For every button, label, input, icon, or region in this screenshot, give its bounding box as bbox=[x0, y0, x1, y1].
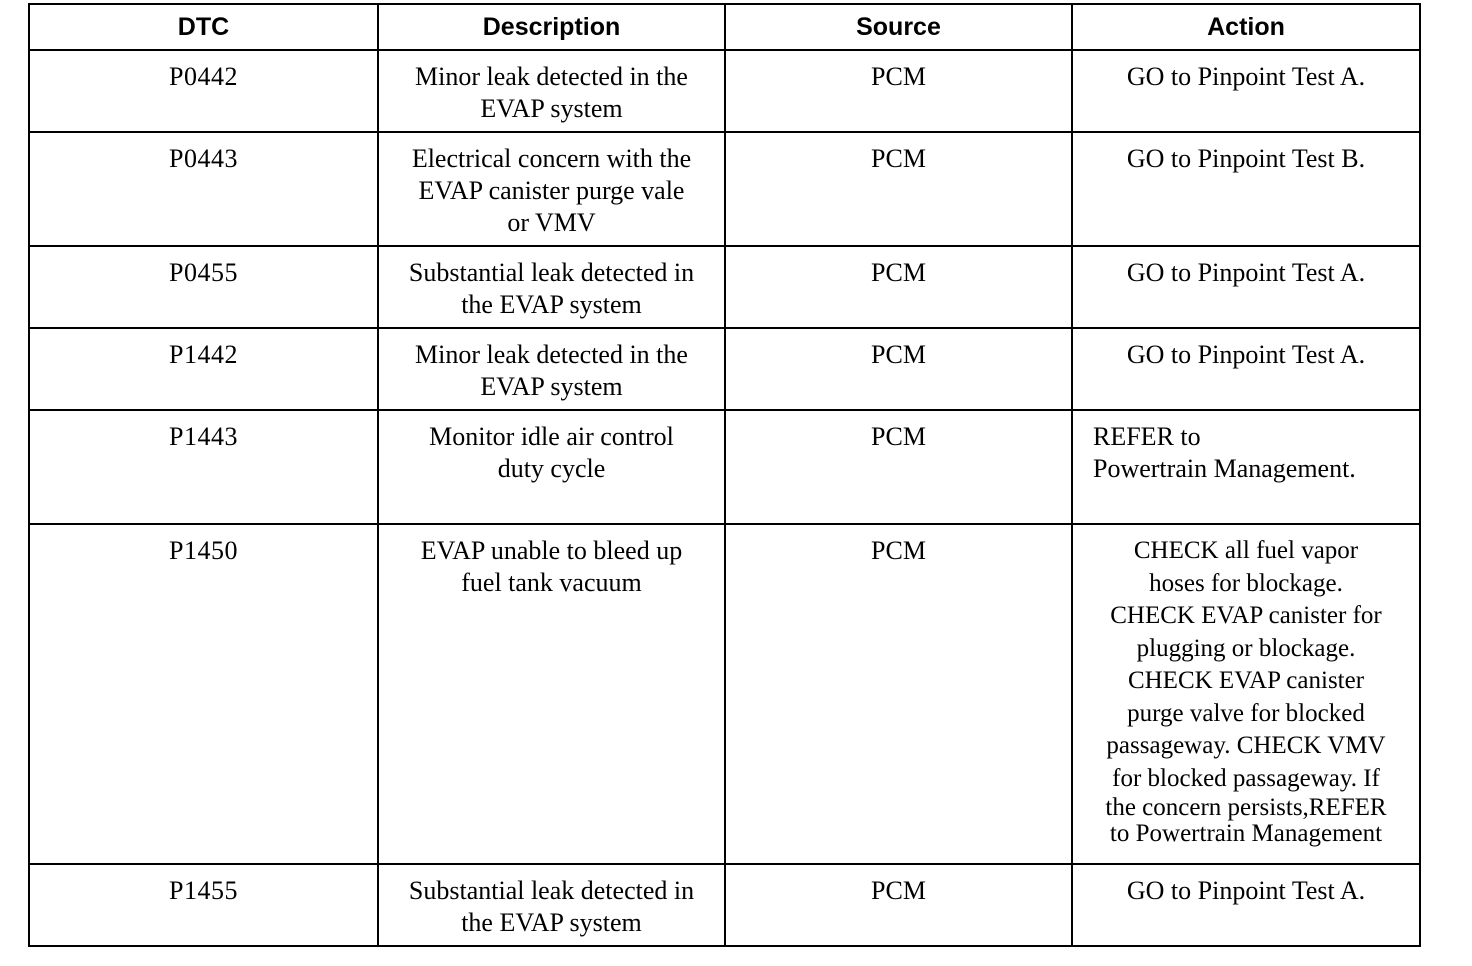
action-line: GO to Pinpoint Test A. bbox=[1126, 876, 1366, 905]
source-cell: PCM bbox=[725, 50, 1072, 132]
description-line: Substantial leak detected in bbox=[408, 876, 695, 905]
action-line: for blocked passageway. If bbox=[1112, 764, 1380, 792]
description-line: EVAP system bbox=[480, 94, 623, 123]
description-line: duty cycle bbox=[497, 454, 606, 483]
action-line: GO to Pinpoint Test A. bbox=[1126, 62, 1366, 91]
table-row bbox=[29, 524, 1420, 864]
description-line: EVAP unable to bleed up bbox=[420, 536, 683, 565]
source-cell: PCM bbox=[725, 864, 1072, 946]
description-line: Monitor idle air control bbox=[429, 422, 674, 451]
description-cell bbox=[378, 132, 725, 246]
description-cell bbox=[378, 524, 725, 864]
action-line: hoses for blockage. bbox=[1149, 569, 1343, 597]
description-cell bbox=[378, 246, 725, 328]
action-cell bbox=[1072, 246, 1420, 328]
action-cell bbox=[1072, 50, 1420, 132]
header-action: Action bbox=[1072, 4, 1420, 50]
source-cell: PCM bbox=[725, 410, 1072, 524]
description-cell bbox=[378, 50, 725, 132]
table-row bbox=[29, 328, 1420, 410]
description-line: Minor leak detected in the bbox=[415, 62, 688, 91]
dtc-code: P1450 bbox=[29, 524, 378, 864]
action-line: purge valve for blocked bbox=[1127, 699, 1365, 727]
action-line: REFER to bbox=[1093, 422, 1201, 451]
source-cell: PCM bbox=[725, 132, 1072, 246]
dtc-table bbox=[28, 3, 1421, 947]
action-line: GO to Pinpoint Test A. bbox=[1126, 258, 1366, 287]
description-cell bbox=[378, 328, 725, 410]
dtc-code: P1443 bbox=[29, 410, 378, 524]
table-row bbox=[29, 410, 1420, 524]
header-source: Source bbox=[725, 4, 1072, 50]
action-line: CHECK all fuel vapor bbox=[1133, 537, 1359, 564]
action-cell bbox=[1072, 864, 1420, 946]
description-line: EVAP canister purge vale bbox=[418, 176, 685, 205]
action-cell bbox=[1072, 132, 1420, 246]
action-line: the concern persists,REFER bbox=[1105, 794, 1387, 821]
action-line: Powertrain Management. bbox=[1093, 454, 1356, 483]
header-description: Description bbox=[378, 4, 725, 50]
action-line: CHECK EVAP canister bbox=[1127, 667, 1365, 694]
table-header bbox=[29, 4, 1420, 50]
description-line: fuel tank vacuum bbox=[461, 568, 642, 597]
description-line: Substantial leak detected in bbox=[408, 258, 695, 287]
description-line: Electrical concern with the bbox=[411, 144, 692, 173]
description-cell bbox=[378, 864, 725, 946]
action-line: to Powertrain Management bbox=[1109, 820, 1383, 847]
description-line: or VMV bbox=[507, 208, 596, 237]
action-cell bbox=[1072, 410, 1420, 524]
header-dtc: DTC bbox=[29, 4, 378, 50]
action-line: GO to Pinpoint Test B. bbox=[1126, 144, 1366, 173]
description-cell bbox=[378, 410, 725, 524]
table-row bbox=[29, 50, 1420, 132]
dtc-code: P0442 bbox=[29, 50, 378, 132]
action-cell bbox=[1072, 524, 1420, 864]
action-line: CHECK EVAP canister for bbox=[1110, 602, 1382, 629]
action-line: plugging or blockage. bbox=[1136, 634, 1356, 662]
source-cell: PCM bbox=[725, 524, 1072, 864]
table-row bbox=[29, 132, 1420, 246]
action-line: passageway. CHECK VMV bbox=[1106, 732, 1386, 759]
description-line: EVAP system bbox=[480, 372, 623, 401]
description-line: the EVAP system bbox=[461, 908, 642, 937]
description-line: Minor leak detected in the bbox=[415, 340, 688, 369]
source-cell: PCM bbox=[725, 328, 1072, 410]
dtc-code: P1442 bbox=[29, 328, 378, 410]
table-row bbox=[29, 246, 1420, 328]
dtc-code: P0455 bbox=[29, 246, 378, 328]
source-cell: PCM bbox=[725, 246, 1072, 328]
action-line: GO to Pinpoint Test A. bbox=[1126, 340, 1366, 369]
table-row bbox=[29, 864, 1420, 946]
dtc-code: P0443 bbox=[29, 132, 378, 246]
description-line: the EVAP system bbox=[461, 290, 642, 319]
action-cell bbox=[1072, 328, 1420, 410]
dtc-code: P1455 bbox=[29, 864, 378, 946]
